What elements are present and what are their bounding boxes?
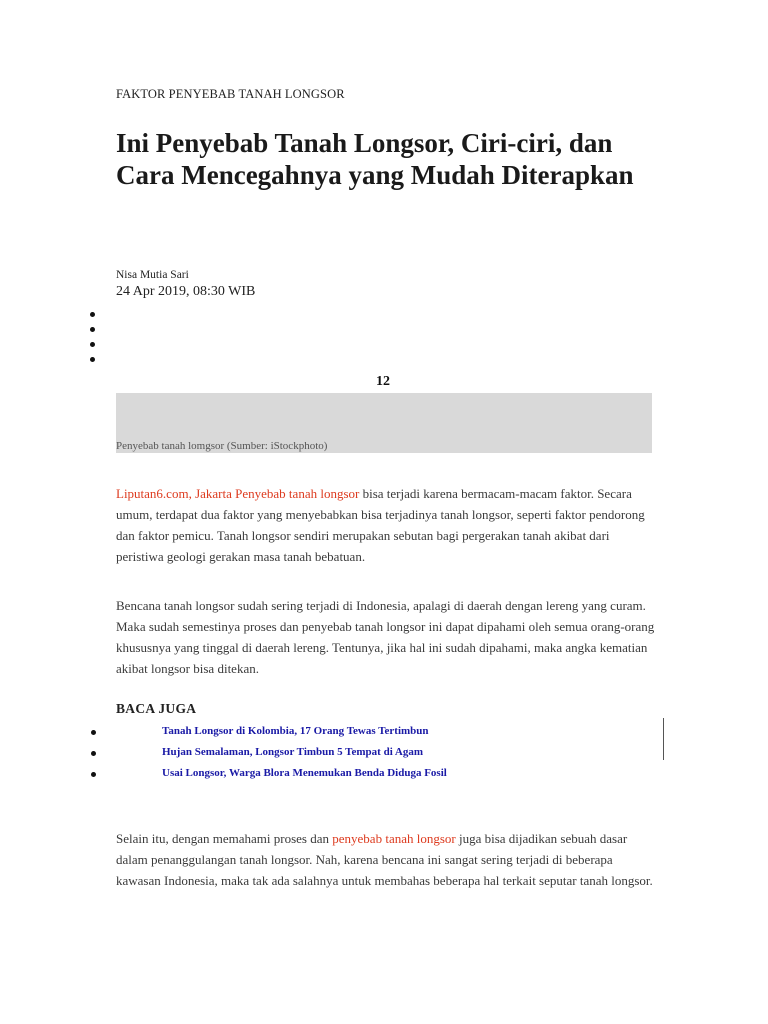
paragraph-1-text: bisa terjadi karena bermacam-macam faktor. Secara umum, terdapat dua faktor yang menyebabkan bisa terjadinya tanah longsor, seperti faktor pendorong dan faktor pemicu. Tanah longsor sendiri merupakan sebutan bagi pergerakan tanah akibat dari peristiwa geologi gerakan masa tanah bebatuan.: [116, 486, 645, 564]
related-item: [88, 721, 648, 742]
article-title: Ini Penyebab Tanah Longsor, Ciri-ciri, dan Cara Mencegahnya yang Mudah Diterapkan: [116, 128, 634, 190]
article-category[interactable]: FAKTOR PENYEBAB TANAH LONGSOR: [116, 87, 345, 101]
share-button-2[interactable]: [88, 322, 108, 337]
photo-count[interactable]: 12: [376, 374, 390, 389]
share-buttons-list: [88, 307, 108, 367]
body-paragraph-2: Bencana tanah longsor sudah sering terjadi di Indonesia, apalagi di daerah dengan lereng yang curam. Maka sudah semestinya proses dan penyebab tanah longsor ini dapat dipahami oleh semua orang-orang khususnya yang tinggal di daerah lereng. Tentunya, jika hal ini sudah dipahami, maka angka kematian akibat longsor bisa ditekan.: [116, 598, 655, 676]
share-button-4[interactable]: [88, 352, 108, 367]
image-caption: Penyebab tanah lomgsor (Sumber: iStockphoto): [116, 440, 328, 452]
share-button-1[interactable]: [88, 307, 108, 322]
related-link-2[interactable]: Hujan Semalaman, Longsor Timbun 5 Tempat di Agam: [162, 746, 424, 758]
article-author[interactable]: Nisa Mutia Sari: [116, 269, 189, 281]
related-item: [88, 763, 648, 784]
related-heading: BACA JUGA: [116, 701, 197, 716]
vertical-divider: [663, 718, 664, 760]
related-item: [88, 742, 648, 763]
article-date: 24 Apr 2019, 08:30 WIB: [116, 284, 256, 299]
share-button-3[interactable]: [88, 337, 108, 352]
body-paragraph-1: [116, 483, 656, 567]
tag-link-penyebab-2[interactable]: penyebab tanah longsor: [332, 831, 456, 846]
related-link-3[interactable]: Usai Longsor, Warga Blora Menemukan Benda Diduga Fosil: [162, 767, 447, 779]
paragraph-3-text-after: juga bisa dijadikan sebuah dasar dalam penanggulangan tanah longsor. Nah, karena bencana ini sangat sering terjadi di beberapa kawasan Indonesia, maka tak ada salahnya untuk membahas beberapa hal terkait seputar tanah longsor.: [116, 831, 653, 888]
related-link-1[interactable]: Tanah Longsor di Kolombia, 17 Orang Tewas Tertimbun: [162, 725, 429, 737]
paragraph-3-text-before: Selain itu, dengan memahami proses dan: [116, 831, 333, 846]
tag-link-penyebab[interactable]: Penyebab tanah longsor: [235, 486, 360, 501]
related-articles-list: [88, 721, 648, 784]
body-paragraph-3: [116, 828, 656, 891]
source-link[interactable]: Liputan6.com, Jakarta: [116, 486, 232, 501]
